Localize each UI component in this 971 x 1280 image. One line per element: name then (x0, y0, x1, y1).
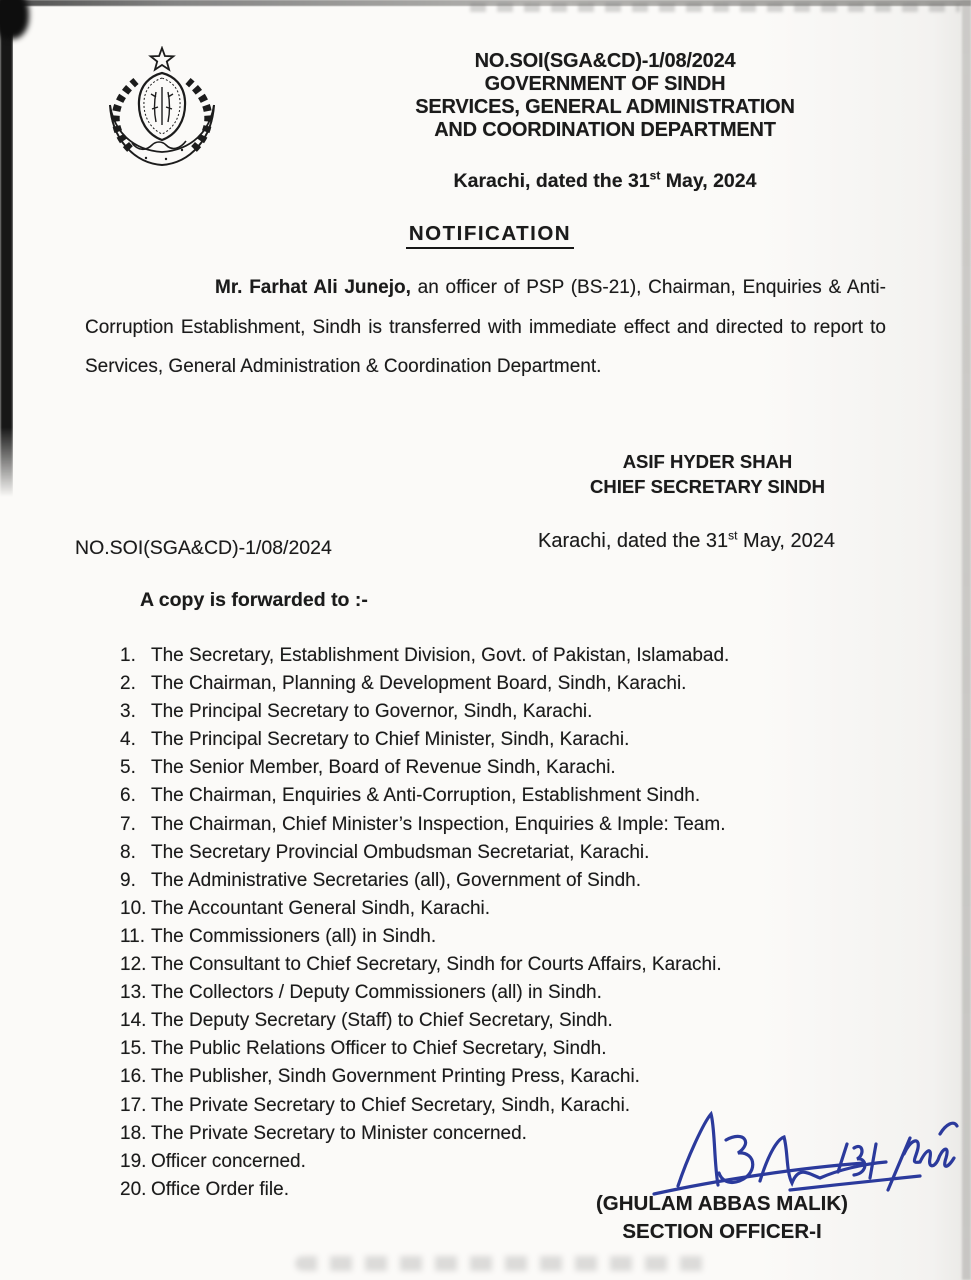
reference-number-secondary: NO.SOI(SGA&CD)-1/08/2024 (75, 537, 332, 559)
scan-corner-mark (0, 0, 29, 39)
ordinal-suffix: st (649, 168, 661, 183)
list-item: 16. The Publisher, Sindh Government Printing Press, Karachi. (120, 1066, 640, 1088)
scan-bleedthrough-top (470, 3, 960, 12)
org-name: GOVERNMENT OF SINDH (484, 73, 726, 95)
list-item: 10. The Accountant General Sindh, Karachi. (120, 897, 491, 919)
notification-heading: NOTIFICATION (406, 222, 574, 249)
list-item: 11. The Commissioners (all) in Sindh. (120, 925, 437, 947)
list-item: 1. The Secretary, Establishment Division, Govt. of Pakistan, Islamabad. (120, 645, 730, 666)
scan-bleedthrough-bottom (295, 1256, 715, 1271)
list-item: 18. The Private Secretary to Minister concerned. (120, 1122, 527, 1144)
scan-edge-left (0, 0, 13, 497)
list-item: 17. The Private Secretary to Chief Secretary, Sindh, Karachi. (120, 1094, 631, 1116)
handwritten-signature (648, 1100, 960, 1235)
footer-signatory-title: SECTION OFFICER-I (622, 1220, 822, 1243)
letterhead (320, 50, 890, 142)
dateline-secondary: Karachi, dated the 31st May, 2024 (538, 528, 835, 552)
signatory-title: CHIEF SECRETARY SINDH (589, 476, 826, 497)
list-item: 4. The Principal Secretary to Chief Minister, Sindh, Karachi. (120, 729, 630, 751)
scan-edge-right (962, 0, 971, 1280)
list-item: 9. The Administrative Secretaries (all), Government of Sindh. (120, 869, 641, 891)
copy-forwarded-heading: A copy is forwarded to :- (140, 589, 368, 611)
list-item: 13. The Collectors / Deputy Commissioners (all) in Sindh. (120, 982, 602, 1004)
distribution-list (114, 642, 729, 1204)
reference-number: NO.SOI(SGA&CD)-1/08/2024 (474, 50, 736, 72)
department-line-2: AND COORDINATION DEPARTMENT (434, 119, 776, 141)
department-line-1: SERVICES, GENERAL ADMINISTRATION (415, 96, 795, 118)
list-item: 20. Office Order file. (120, 1178, 289, 1200)
list-item: 2. The Chairman, Planning & Development Board, Sindh, Karachi. (120, 673, 687, 695)
officer-name: Mr. Farhat Ali Junejo, (215, 277, 411, 298)
list-item: 8. The Secretary Provincial Ombudsman Secretariat, Karachi. (120, 841, 650, 863)
sindh-government-emblem-icon (96, 46, 228, 172)
list-item: 15. The Public Relations Officer to Chief Secretary, Sindh. (120, 1038, 607, 1060)
signatory-block (540, 449, 875, 499)
body-paragraph: Mr. Farhat Ali Junejo, an officer of PSP (BS-21), Chairman, Enquiries & Anti-Corruption Establishment, Sindh is transferred with immediate effect and directed to report to Services, General Administration & Coordination Department. (85, 277, 886, 377)
list-item: 5. The Senior Member, Board of Revenue Sindh, Karachi. (120, 757, 616, 779)
list-item: 12. The Consultant to Chief Secretary, Sindh for Courts Affairs, Karachi. (120, 954, 722, 976)
dateline-top: Karachi, dated the 31st May, 2024 (453, 168, 757, 192)
ordinal-suffix: st (728, 528, 738, 543)
list-item: 7. The Chairman, Chief Minister’s Inspection, Enquiries & Imple: Team. (120, 813, 726, 835)
list-item: 19. Officer concerned. (120, 1150, 306, 1172)
notification-heading-row (85, 222, 895, 249)
list-item: 14. The Deputy Secretary (Staff) to Chief Secretary, Sindh. (120, 1010, 613, 1032)
list-item: 6. The Chairman, Enquiries & Anti-Corruption, Establishment Sindh. (120, 785, 701, 807)
signatory-name: ASIF HYDER SHAH (622, 451, 793, 472)
list-item: 3. The Principal Secretary to Governor, Sindh, Karachi. (120, 701, 593, 723)
footer-signatory-name: (GHULAM ABBAS MALIK) (595, 1192, 849, 1215)
